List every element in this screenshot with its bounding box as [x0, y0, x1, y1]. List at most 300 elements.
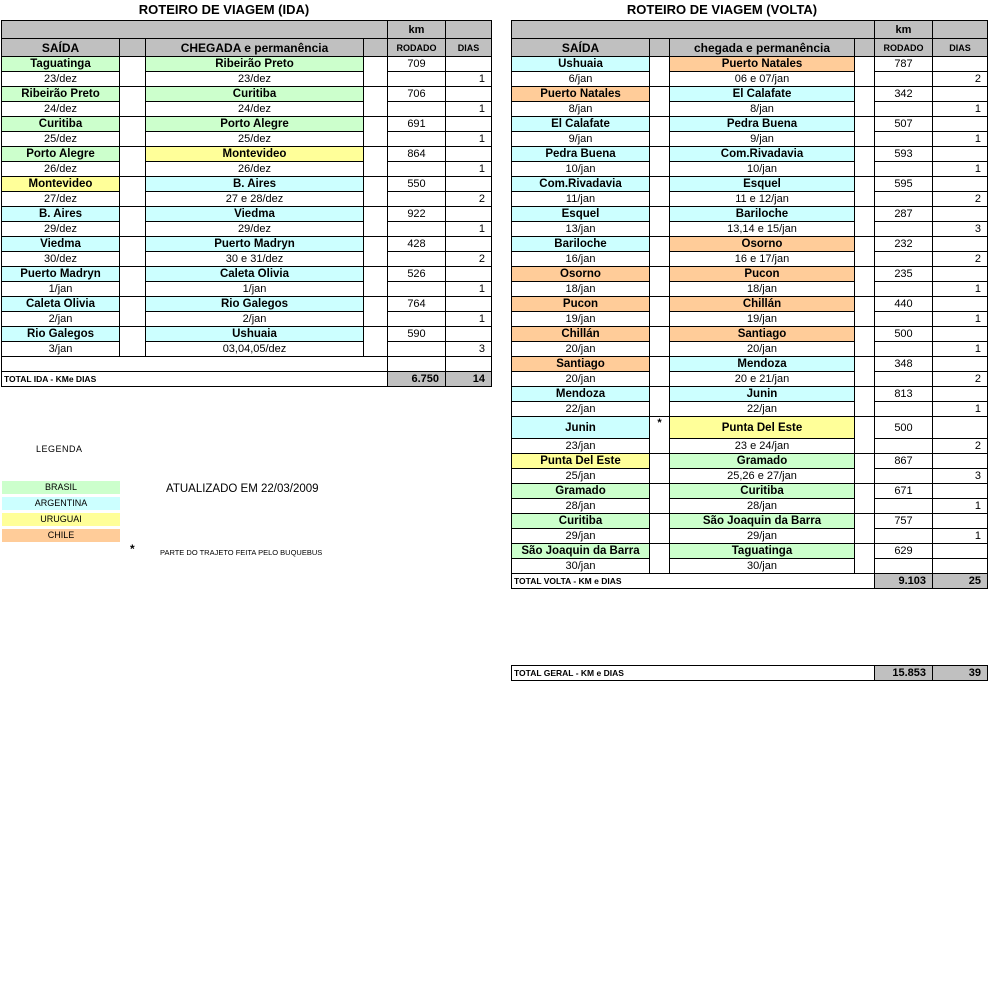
spacer-cell — [364, 237, 388, 267]
table-row-dates — [512, 372, 988, 387]
table-row — [512, 267, 988, 282]
departure-city: Santiago — [512, 357, 650, 372]
spacer-cell — [364, 207, 388, 237]
departure-date: 25/dez — [2, 132, 120, 147]
spacer-cell — [855, 297, 875, 327]
table-row — [512, 484, 988, 499]
dias-value: 2 — [933, 192, 988, 207]
table-row — [512, 417, 988, 439]
departure-date: 3/jan — [2, 342, 120, 357]
spacer-cell — [650, 177, 670, 207]
arrival-city: Santiago — [670, 327, 855, 342]
table-row-dates — [512, 529, 988, 544]
table-row — [512, 237, 988, 252]
km-blank — [875, 312, 933, 327]
departure-date: 23/dez — [2, 72, 120, 87]
table-row-dates — [2, 252, 492, 267]
arrival-city: Taguatinga — [670, 544, 855, 559]
spacer-cell — [650, 297, 670, 327]
dias-value: 1 — [446, 72, 492, 87]
km-value: 507 — [875, 117, 933, 132]
departure-city: Rio Galegos — [2, 327, 120, 342]
dias-blank — [933, 87, 988, 102]
km-value: 787 — [875, 57, 933, 72]
arrival-city: Pedra Buena — [670, 117, 855, 132]
km-value: 595 — [875, 177, 933, 192]
km-blank — [875, 469, 933, 484]
arrival-city: Curitiba — [670, 484, 855, 499]
arrival-city: Viedma — [146, 207, 364, 222]
spacer-cell — [120, 117, 146, 147]
arrival-dates: 27 e 28/dez — [146, 192, 364, 207]
table-row-dates — [2, 192, 492, 207]
table-row-dates — [512, 132, 988, 147]
dias-value: 1 — [933, 529, 988, 544]
dias-blank — [933, 484, 988, 499]
km-value: 867 — [875, 454, 933, 469]
arrival-city: Punta Del Este — [670, 417, 855, 439]
dias-value: 1 — [933, 312, 988, 327]
departure-date: 25/jan — [512, 469, 650, 484]
departure-city: El Calafate — [512, 117, 650, 132]
dias-blank — [933, 417, 988, 439]
header-spacer — [855, 39, 875, 57]
table-row-dates — [512, 162, 988, 177]
km-value: 593 — [875, 147, 933, 162]
table-row — [512, 297, 988, 312]
departure-city: Curitiba — [2, 117, 120, 132]
dias-blank — [933, 544, 988, 559]
km-blank — [388, 282, 446, 297]
total-geral — [511, 665, 988, 681]
dias-value: 2 — [446, 192, 492, 207]
arrival-city: Osorno — [670, 237, 855, 252]
departure-city: Junin — [512, 417, 650, 439]
dias-value — [933, 559, 988, 574]
departure-city: B. Aires — [2, 207, 120, 222]
header-saida: SAÍDA — [512, 39, 650, 57]
dias-value: 1 — [933, 132, 988, 147]
spacer-cell — [855, 177, 875, 207]
total-geral-table — [511, 665, 988, 681]
arrival-city: Mendoza — [670, 357, 855, 372]
km-value: 428 — [388, 237, 446, 252]
dias-value: 3 — [933, 222, 988, 237]
dias-blank — [933, 267, 988, 282]
km-value: 706 — [388, 87, 446, 102]
km-value: 550 — [388, 177, 446, 192]
total-dias: 25 — [933, 574, 988, 589]
header-km: km — [388, 21, 446, 39]
departure-date: 28/jan — [512, 499, 650, 514]
departure-city: Puerto Madryn — [2, 267, 120, 282]
arrival-dates: 10/jan — [670, 162, 855, 177]
dias-blank — [446, 327, 492, 342]
spacer-cell — [650, 544, 670, 574]
table-row-dates — [512, 499, 988, 514]
dias-value: 2 — [933, 72, 988, 87]
table-row — [2, 297, 492, 312]
header-rodado: RODADO — [388, 39, 446, 57]
arrival-city: Puerto Natales — [670, 57, 855, 72]
spacer-cell — [855, 327, 875, 357]
km-blank — [875, 559, 933, 574]
spacer-cell — [855, 514, 875, 544]
km-value: 671 — [875, 484, 933, 499]
km-blank — [875, 222, 933, 237]
km-blank — [875, 192, 933, 207]
arrival-dates: 23/dez — [146, 72, 364, 87]
dias-value: 1 — [933, 342, 988, 357]
dias-value: 1 — [933, 102, 988, 117]
departure-date: 18/jan — [512, 282, 650, 297]
dias-value: 1 — [933, 402, 988, 417]
dias-value: 3 — [933, 469, 988, 484]
dias-blank — [446, 207, 492, 222]
spacer-cell — [120, 297, 146, 327]
table-row — [512, 514, 988, 529]
dias-value: 1 — [446, 312, 492, 327]
header-km: km — [875, 21, 933, 39]
dias-blank — [933, 237, 988, 252]
km-value: 342 — [875, 87, 933, 102]
table-row — [512, 177, 988, 192]
km-blank — [875, 402, 933, 417]
km-value: 764 — [388, 297, 446, 312]
km-blank — [875, 529, 933, 544]
departure-date: 10/jan — [512, 162, 650, 177]
dias-value: 1 — [446, 102, 492, 117]
table-row — [512, 544, 988, 559]
spacer-cell — [855, 417, 875, 454]
header-blank — [2, 21, 388, 39]
table-row-dates — [512, 402, 988, 417]
km-value: 691 — [388, 117, 446, 132]
departure-date: 29/dez — [2, 222, 120, 237]
arrival-dates: 22/jan — [670, 402, 855, 417]
arrival-dates: 28/jan — [670, 499, 855, 514]
arrival-city: Gramado — [670, 454, 855, 469]
spacer-cell — [364, 87, 388, 117]
departure-city: Porto Alegre — [2, 147, 120, 162]
dias-value: 1 — [446, 222, 492, 237]
empty-row — [2, 357, 388, 372]
table-row — [2, 147, 492, 162]
spacer-cell — [650, 207, 670, 237]
spacer-cell — [855, 484, 875, 514]
km-blank — [875, 252, 933, 267]
spacer-cell — [855, 117, 875, 147]
dias-blank — [933, 57, 988, 72]
total-km: 9.103 — [875, 574, 933, 589]
km-blank — [388, 312, 446, 327]
departure-date: 23/jan — [512, 439, 650, 454]
arrival-dates: 03,04,05/dez — [146, 342, 364, 357]
spacer-cell — [855, 454, 875, 484]
spacer-cell — [120, 87, 146, 117]
dias-value: 1 — [933, 162, 988, 177]
arrival-dates: 24/dez — [146, 102, 364, 117]
table-row — [512, 147, 988, 162]
km-blank — [875, 439, 933, 454]
spacer-cell — [650, 387, 670, 417]
departure-city: Esquel — [512, 207, 650, 222]
arrival-dates: 25,26 e 27/jan — [670, 469, 855, 484]
spacer-cell — [364, 57, 388, 87]
header-blank-dias — [933, 21, 988, 39]
total-geral-dias: 39 — [933, 666, 988, 681]
legend-title: LEGENDA — [36, 444, 83, 454]
departure-date: 20/jan — [512, 372, 650, 387]
table-row — [2, 177, 492, 192]
dias-value: 1 — [933, 499, 988, 514]
km-value: 590 — [388, 327, 446, 342]
departure-city: Osorno — [512, 267, 650, 282]
spacer-cell — [855, 207, 875, 237]
spacer-cell — [120, 147, 146, 177]
header-spacer — [364, 39, 388, 57]
spacer-cell — [364, 117, 388, 147]
spacer-cell — [120, 207, 146, 237]
ida-table — [1, 20, 492, 387]
km-blank — [388, 252, 446, 267]
spacer-cell — [855, 544, 875, 574]
dias-value: 2 — [933, 252, 988, 267]
total-label: TOTAL IDA - KMe DIAS — [2, 372, 388, 387]
departure-city: Ushuaia — [512, 57, 650, 72]
table-row — [2, 327, 492, 342]
departure-date: 9/jan — [512, 132, 650, 147]
km-value: 500 — [875, 327, 933, 342]
dias-blank — [933, 177, 988, 192]
arrival-city: Pucon — [670, 267, 855, 282]
arrival-dates: 06 e 07/jan — [670, 72, 855, 87]
dias-blank — [933, 357, 988, 372]
table-row-dates — [512, 469, 988, 484]
arrival-city: Porto Alegre — [146, 117, 364, 132]
departure-city: Bariloche — [512, 237, 650, 252]
km-blank — [875, 499, 933, 514]
dias-value: 1 — [446, 282, 492, 297]
arrival-dates: 2/jan — [146, 312, 364, 327]
legend-item-argentina: ARGENTINA — [2, 497, 120, 510]
dias-blank — [933, 117, 988, 132]
header-spacer — [120, 39, 146, 57]
km-value: 864 — [388, 147, 446, 162]
km-value: 526 — [388, 267, 446, 282]
table-row-dates — [512, 342, 988, 357]
departure-city: Chillán — [512, 327, 650, 342]
dias-blank — [446, 87, 492, 102]
km-blank — [388, 72, 446, 87]
table-row-dates — [2, 132, 492, 147]
table-row-dates — [512, 72, 988, 87]
departure-date: 6/jan — [512, 72, 650, 87]
arrival-dates: 25/dez — [146, 132, 364, 147]
table-row — [2, 207, 492, 222]
header-chegada: CHEGADA e permanência — [146, 39, 364, 57]
header-saida: SAÍDA — [2, 39, 120, 57]
header-blank — [512, 21, 875, 39]
dias-blank — [933, 387, 988, 402]
departure-date: 13/jan — [512, 222, 650, 237]
arrival-city: Ribeirão Preto — [146, 57, 364, 72]
arrival-city: Rio Galegos — [146, 297, 364, 312]
spacer-cell — [855, 57, 875, 87]
ida-title: ROTEIRO DE VIAGEM (IDA) — [138, 2, 310, 17]
empty-cell — [388, 357, 446, 372]
dias-blank — [933, 207, 988, 222]
dias-blank — [446, 177, 492, 192]
arrival-dates: 16 e 17/jan — [670, 252, 855, 267]
spacer-cell — [855, 387, 875, 417]
header-dias: DIAS — [446, 39, 492, 57]
table-row-dates — [512, 312, 988, 327]
spacer-cell — [650, 147, 670, 177]
spacer-cell — [855, 267, 875, 297]
table-row — [512, 87, 988, 102]
km-value: 757 — [875, 514, 933, 529]
dias-value: 2 — [933, 372, 988, 387]
departure-date: 20/jan — [512, 342, 650, 357]
km-blank — [875, 102, 933, 117]
table-row-dates — [512, 282, 988, 297]
departure-city: Mendoza — [512, 387, 650, 402]
arrival-dates: 30 e 31/dez — [146, 252, 364, 267]
table-row — [512, 117, 988, 132]
table-row — [2, 117, 492, 132]
arrival-dates: 30/jan — [670, 559, 855, 574]
arrival-dates: 13,14 e 15/jan — [670, 222, 855, 237]
star-marker: * — [130, 542, 135, 556]
table-row — [512, 327, 988, 342]
spacer-cell — [364, 147, 388, 177]
departure-city: Puerto Natales — [512, 87, 650, 102]
departure-city: Gramado — [512, 484, 650, 499]
dias-value: 1 — [933, 282, 988, 297]
km-value: 348 — [875, 357, 933, 372]
arrival-dates: 26/dez — [146, 162, 364, 177]
departure-date: 22/jan — [512, 402, 650, 417]
dias-blank — [446, 297, 492, 312]
dias-blank — [446, 237, 492, 252]
dias-blank — [446, 57, 492, 72]
spacer-cell — [364, 177, 388, 207]
table-row-dates — [512, 222, 988, 237]
spacer-cell — [855, 147, 875, 177]
dias-blank — [446, 147, 492, 162]
arrival-dates: 8/jan — [670, 102, 855, 117]
total-geral-label: TOTAL GERAL - KM e DIAS — [512, 666, 875, 681]
arrival-city: Bariloche — [670, 207, 855, 222]
arrival-city: Caleta Olivia — [146, 267, 364, 282]
spacer-cell — [650, 514, 670, 544]
updated-date: ATUALIZADO EM 22/03/2009 — [166, 483, 319, 495]
table-row-dates — [2, 282, 492, 297]
table-row — [512, 57, 988, 72]
table-row — [2, 87, 492, 102]
departure-date: 19/jan — [512, 312, 650, 327]
spacer-cell — [650, 87, 670, 117]
dias-value: 3 — [446, 342, 492, 357]
departure-date: 29/jan — [512, 529, 650, 544]
dias-blank — [446, 117, 492, 132]
dias-value: 2 — [933, 439, 988, 454]
total-km: 6.750 — [388, 372, 446, 387]
table-row-dates — [512, 102, 988, 117]
departure-date: 2/jan — [2, 312, 120, 327]
km-blank — [388, 222, 446, 237]
departure-city: Curitiba — [512, 514, 650, 529]
km-value: 500 — [875, 417, 933, 439]
arrival-dates: 20/jan — [670, 342, 855, 357]
departure-date: 27/dez — [2, 192, 120, 207]
spacer-cell — [120, 57, 146, 87]
km-blank — [388, 132, 446, 147]
spacer-cell — [120, 267, 146, 297]
header-rodado: RODADO — [875, 39, 933, 57]
departure-city: Taguatinga — [2, 57, 120, 72]
arrival-city: Puerto Madryn — [146, 237, 364, 252]
ida-sheet — [1, 20, 492, 387]
spacer-cell — [650, 57, 670, 87]
table-row — [512, 387, 988, 402]
spacer-cell — [650, 357, 670, 387]
km-blank — [875, 132, 933, 147]
dias-blank — [933, 514, 988, 529]
table-row-dates — [512, 192, 988, 207]
arrival-dates: 20 e 21/jan — [670, 372, 855, 387]
spacer-cell — [650, 454, 670, 484]
km-value: 440 — [875, 297, 933, 312]
table-row-dates — [2, 162, 492, 177]
km-blank — [388, 102, 446, 117]
dias-value: 1 — [446, 132, 492, 147]
km-blank — [388, 192, 446, 207]
spacer-cell — [120, 177, 146, 207]
km-blank — [875, 282, 933, 297]
table-row — [512, 454, 988, 469]
volta-title: ROTEIRO DE VIAGEM (VOLTA) — [626, 2, 818, 17]
spacer-cell — [650, 267, 670, 297]
arrival-city: Junin — [670, 387, 855, 402]
arrival-dates: 29/dez — [146, 222, 364, 237]
dias-value: 2 — [446, 252, 492, 267]
arrival-dates: 29/jan — [670, 529, 855, 544]
km-blank — [388, 162, 446, 177]
header-blank-dias — [446, 21, 492, 39]
table-row-dates — [512, 252, 988, 267]
table-row-dates — [2, 102, 492, 117]
km-value: 232 — [875, 237, 933, 252]
spacer-cell — [650, 484, 670, 514]
legend-item-chile: CHILE — [2, 529, 120, 542]
spacer-cell — [855, 87, 875, 117]
km-value: 235 — [875, 267, 933, 282]
table-row — [512, 207, 988, 222]
volta-table — [511, 20, 988, 589]
legend-item-uruguai: URUGUAI — [2, 513, 120, 526]
arrival-city: Montevideo — [146, 147, 364, 162]
km-value: 629 — [875, 544, 933, 559]
spacer-cell — [855, 357, 875, 387]
arrival-dates: 23 e 24/jan — [670, 439, 855, 454]
departure-city: Punta Del Este — [512, 454, 650, 469]
departure-date: 16/jan — [512, 252, 650, 267]
dias-blank — [933, 327, 988, 342]
table-row-dates — [2, 72, 492, 87]
arrival-dates: 11 e 12/jan — [670, 192, 855, 207]
